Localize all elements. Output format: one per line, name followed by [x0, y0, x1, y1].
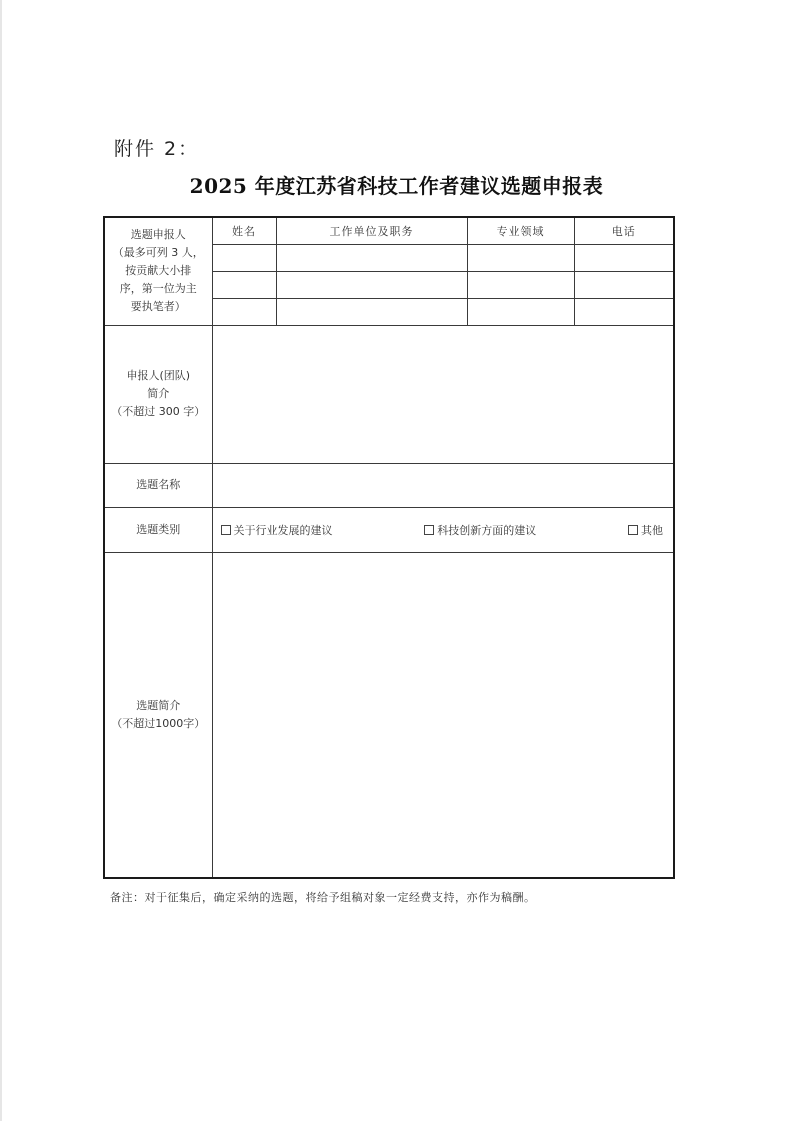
- team-intro-label-line: （不超过 300 字）: [111, 405, 206, 418]
- applicant-phone-cell[interactable]: [574, 244, 674, 271]
- footnote: 备注：对于征集后，确定采纳的选题，将给予组稿对象一定经费支持，亦作为稿酬。: [110, 891, 536, 904]
- application-form-table: [103, 216, 675, 879]
- applicant-organization-cell[interactable]: [276, 271, 467, 298]
- applicant-name-cell[interactable]: [212, 298, 276, 325]
- checkbox-icon[interactable]: [424, 525, 434, 535]
- team-intro-input-cell[interactable]: [212, 325, 674, 463]
- topic-intro-label-line: （不超过1000字）: [111, 716, 206, 730]
- applicant-label-line: 序，第一位为主: [119, 282, 197, 296]
- applicant-label-line: 按贡献大小排: [125, 264, 192, 278]
- applicant-label-line: （最多可列 3 人，: [112, 246, 204, 260]
- applicant-field-cell[interactable]: [467, 244, 574, 271]
- team-intro-label-cell: [104, 325, 212, 463]
- option-industry-development[interactable]: [221, 522, 333, 538]
- form-title: 2025 年度江苏省科技工作者建议选题申报表: [189, 174, 604, 198]
- topic-name-label: 选题名称: [104, 463, 212, 507]
- applicant-organization-cell[interactable]: [276, 298, 467, 325]
- topic-type-label: 选题类别: [104, 507, 212, 552]
- topic-type-options: [213, 522, 674, 538]
- topic-intro-input-cell[interactable]: [212, 552, 674, 878]
- applicant-field-cell[interactable]: [467, 271, 574, 298]
- scan-edge: [0, 0, 2, 1121]
- team-intro-row: [104, 325, 674, 463]
- applicant-header-row: [104, 217, 674, 244]
- option-label: 科技创新方面的建议: [437, 523, 537, 537]
- attachment-label: 附件 2：: [114, 138, 200, 160]
- applicant-field-cell[interactable]: [467, 298, 574, 325]
- option-other[interactable]: [628, 522, 663, 538]
- topic-name-row: [104, 463, 674, 507]
- applicant-name-cell[interactable]: [212, 271, 276, 298]
- option-label: 关于行业发展的建议: [233, 523, 333, 537]
- column-header-phone: 电话: [574, 217, 674, 244]
- column-header-organization: 工作单位及职务: [276, 217, 467, 244]
- option-label: 其他: [641, 523, 663, 537]
- applicant-label-cell: [104, 217, 212, 325]
- applicant-phone-cell[interactable]: [574, 271, 674, 298]
- column-header-name: 姓名: [212, 217, 276, 244]
- applicant-organization-cell[interactable]: [276, 244, 467, 271]
- team-intro-label-line: 申报人(团队): [126, 369, 191, 382]
- checkbox-icon[interactable]: [221, 525, 231, 535]
- topic-intro-label-line: 选题简介: [136, 698, 181, 712]
- team-intro-label-line: 简介: [147, 387, 170, 400]
- checkbox-icon[interactable]: [628, 525, 638, 535]
- option-tech-innovation[interactable]: [424, 522, 536, 538]
- topic-intro-label-cell: [104, 552, 212, 878]
- applicant-phone-cell[interactable]: [574, 298, 674, 325]
- applicant-label-line: 要执笔者）: [130, 300, 186, 314]
- topic-intro-row: [104, 552, 674, 878]
- topic-type-options-cell: [212, 507, 674, 552]
- topic-name-input-cell[interactable]: [212, 463, 674, 507]
- topic-type-row: [104, 507, 674, 552]
- applicant-name-cell[interactable]: [212, 244, 276, 271]
- applicant-label-line: 选题申报人: [130, 228, 186, 242]
- column-header-field: 专业领域: [467, 217, 574, 244]
